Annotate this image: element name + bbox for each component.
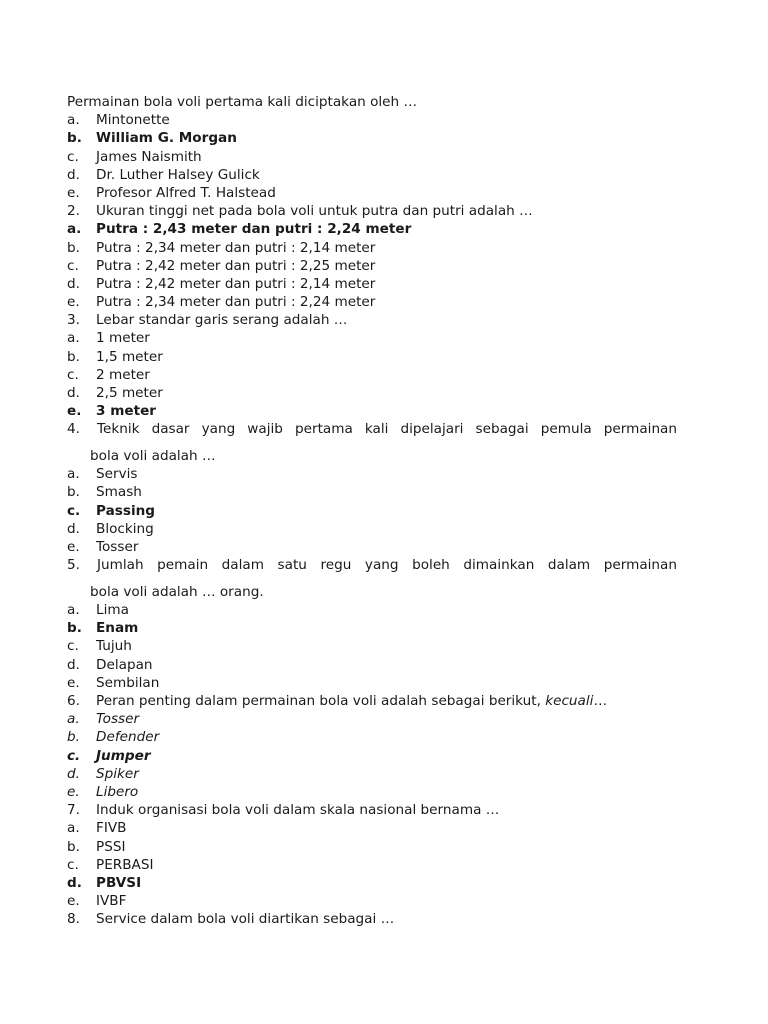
question-5-stem: 5. Jumlah pemain dalam satu regu yang boleh dimainkan dalam permainan: [67, 557, 677, 574]
option-7d-answer: d. PBVSI: [67, 874, 142, 891]
option-3a: a. 1 meter: [67, 330, 150, 347]
option-6e: e. Libero: [67, 783, 139, 800]
option-4e: e. Tosser: [67, 539, 139, 555]
option-7b: b. PSSI: [67, 838, 126, 855]
option-3b: b. 1,5 meter: [67, 348, 163, 365]
option-4a: a. Servis: [67, 466, 138, 483]
option-5d: d. Delapan: [67, 656, 153, 673]
question-6-ellipsis: …: [593, 693, 608, 709]
option-5e: e. Sembilan: [67, 674, 160, 691]
question-8-stem: 8. Service dalam bola voli diartikan sebagai …: [67, 911, 395, 928]
option-3e-answer: e. 3 meter: [67, 403, 156, 420]
question-1-stem: Permainan bola voli pertama kali diciptakan oleh …: [67, 94, 418, 110]
question-4-stem: 4. Teknik dasar yang wajib pertama kali dipelajari sebagai pemula permainan: [67, 421, 677, 438]
question-6-emphasis: kecuali: [545, 693, 594, 709]
question-4-continuation: bola voli adalah …: [90, 448, 216, 465]
option-3d: d. 2,5 meter: [67, 385, 163, 401]
option-5b-answer: b. Enam: [67, 620, 139, 637]
question-5-continuation: bola voli adalah … orang.: [90, 583, 264, 600]
option-2a-answer: a. Putra : 2,43 meter dan putri : 2,24 meter: [67, 221, 412, 238]
option-6d: d. Spiker: [67, 765, 139, 782]
option-2b: b. Putra : 2,34 meter dan putri : 2,14 meter: [67, 239, 376, 256]
option-1d: d. Dr. Luther Halsey Gulick: [67, 166, 260, 183]
option-1c: c. James Naismith: [67, 148, 202, 165]
option-6a: a. Tosser: [67, 711, 140, 728]
option-7c: c. PERBASI: [67, 856, 154, 873]
option-4b: b. Smash: [67, 484, 142, 501]
option-7a: a. FIVB: [67, 820, 127, 837]
question-6-stem: 6. Peran penting dalam permainan bola voli adalah sebagai berikut, kecuali…: [67, 693, 608, 709]
option-5c: c. Tujuh: [67, 638, 132, 655]
option-1b-answer: b. William G. Morgan: [67, 130, 237, 147]
option-4c-answer: c. Passing: [67, 502, 156, 519]
option-6b: b. Defender: [67, 729, 160, 746]
option-7e: e. IVBF: [67, 893, 127, 910]
option-2e: e. Putra : 2,34 meter dan putri : 2,24 meter: [67, 294, 376, 311]
option-6c-answer: c. Jumper: [67, 747, 151, 764]
option-1a: a. Mintonette: [67, 112, 170, 129]
option-4d: d. Blocking: [67, 520, 154, 537]
option-3c: c. 2 meter: [67, 366, 150, 383]
question-2-stem: 2. Ukuran tinggi net pada bola voli untuk putra dan putri adalah …: [67, 203, 533, 220]
option-2d: d. Putra : 2,42 meter dan putri : 2,14 meter: [67, 275, 376, 292]
option-2c: c. Putra : 2,42 meter dan putri : 2,25 meter: [67, 257, 376, 274]
quiz-document: [67, 93, 679, 928]
option-1e: e. Profesor Alfred T. Halstead: [67, 184, 276, 201]
option-5a: a. Lima: [67, 602, 129, 619]
question-6-text: Peran penting dalam permainan bola voli adalah sebagai berikut,: [96, 693, 546, 709]
question-7-stem: 7. Induk organisasi bola voli dalam skala nasional bernama …: [67, 802, 500, 819]
question-3-stem: 3. Lebar standar garis serang adalah …: [67, 312, 348, 329]
